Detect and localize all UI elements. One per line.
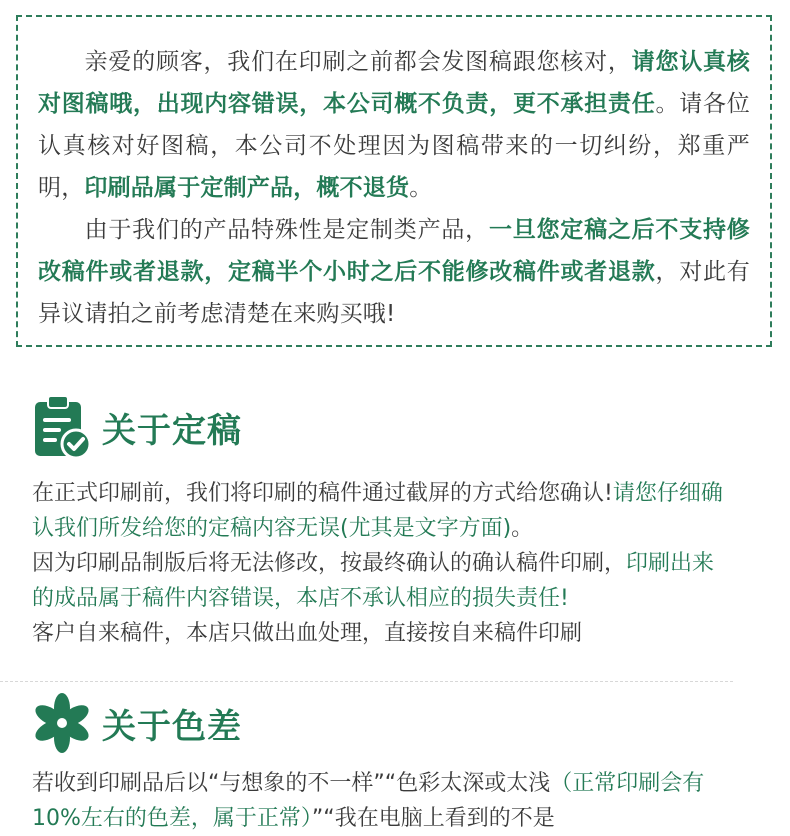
body-text: 若收到印刷品后以“与想象的不一样”“色彩太深或太浅 [32,771,551,796]
section-final-draft [32,392,732,651]
body-text: ”“我在电脑上看到的不是 [311,806,555,831]
notice-highlight: 一旦您定稿之后不支持修改稿件或者退款，定稿半个小时之后不能修改稿件或者退款 [38,217,750,285]
body-highlight: 印刷出来的成品属于稿件内容错误，本店不承认相应的损失责任! [32,551,715,611]
section-title: 关于定稿 [102,410,242,451]
section-header [32,392,732,462]
body-text: 因为印刷品制版后将无法修改，按最终确认的确认稿件印刷， [32,551,627,576]
body-text: 在正式印刷前，我们将印刷的稿件通过截屏的方式给您确认! [32,481,613,506]
clipboard-check-icon [32,394,92,460]
section-title: 关于色差 [102,706,242,747]
notice-highlight: 请您认真核对图稿哦，出现内容错误，本公司概不负责，更不承担责任 [38,49,750,117]
notice-paragraph-2 [38,209,750,335]
notice-text: ，对此有异议请拍之前考虑清楚在来购买哦! [38,259,750,327]
notice-highlight: 印刷品属于定制产品，概不退货 [84,175,410,201]
section-color-difference [32,688,732,836]
section-body [32,476,732,651]
body-text: 。 [511,516,534,541]
notice-text: 由于我们的产品特殊性是定制类产品， [84,217,489,243]
section-header [32,688,732,758]
notice-text: 亲爱的顾客，我们在印刷之前都会发图稿跟您核对， [84,49,632,75]
body-highlight: 请您仔细确认我们所发给您的定稿内容无误(尤其是文字方面) [32,481,723,541]
notice-box [16,15,772,347]
notice-text: 。请各位认真核对好图稿，本公司不处理因为图稿带来的一切纠纷，郑重严明， [38,91,750,201]
body-text: 客户自来稿件，本店只做出血处理，直接按自来稿件印刷 [32,621,583,646]
notice-paragraph-1 [38,41,750,209]
section-body [32,766,732,836]
body-highlight: （正常印刷会有10%左右的色差，属于正常） [32,771,705,831]
divider [0,681,733,682]
notice-text: 。 [409,175,433,201]
flower-icon [32,692,92,754]
